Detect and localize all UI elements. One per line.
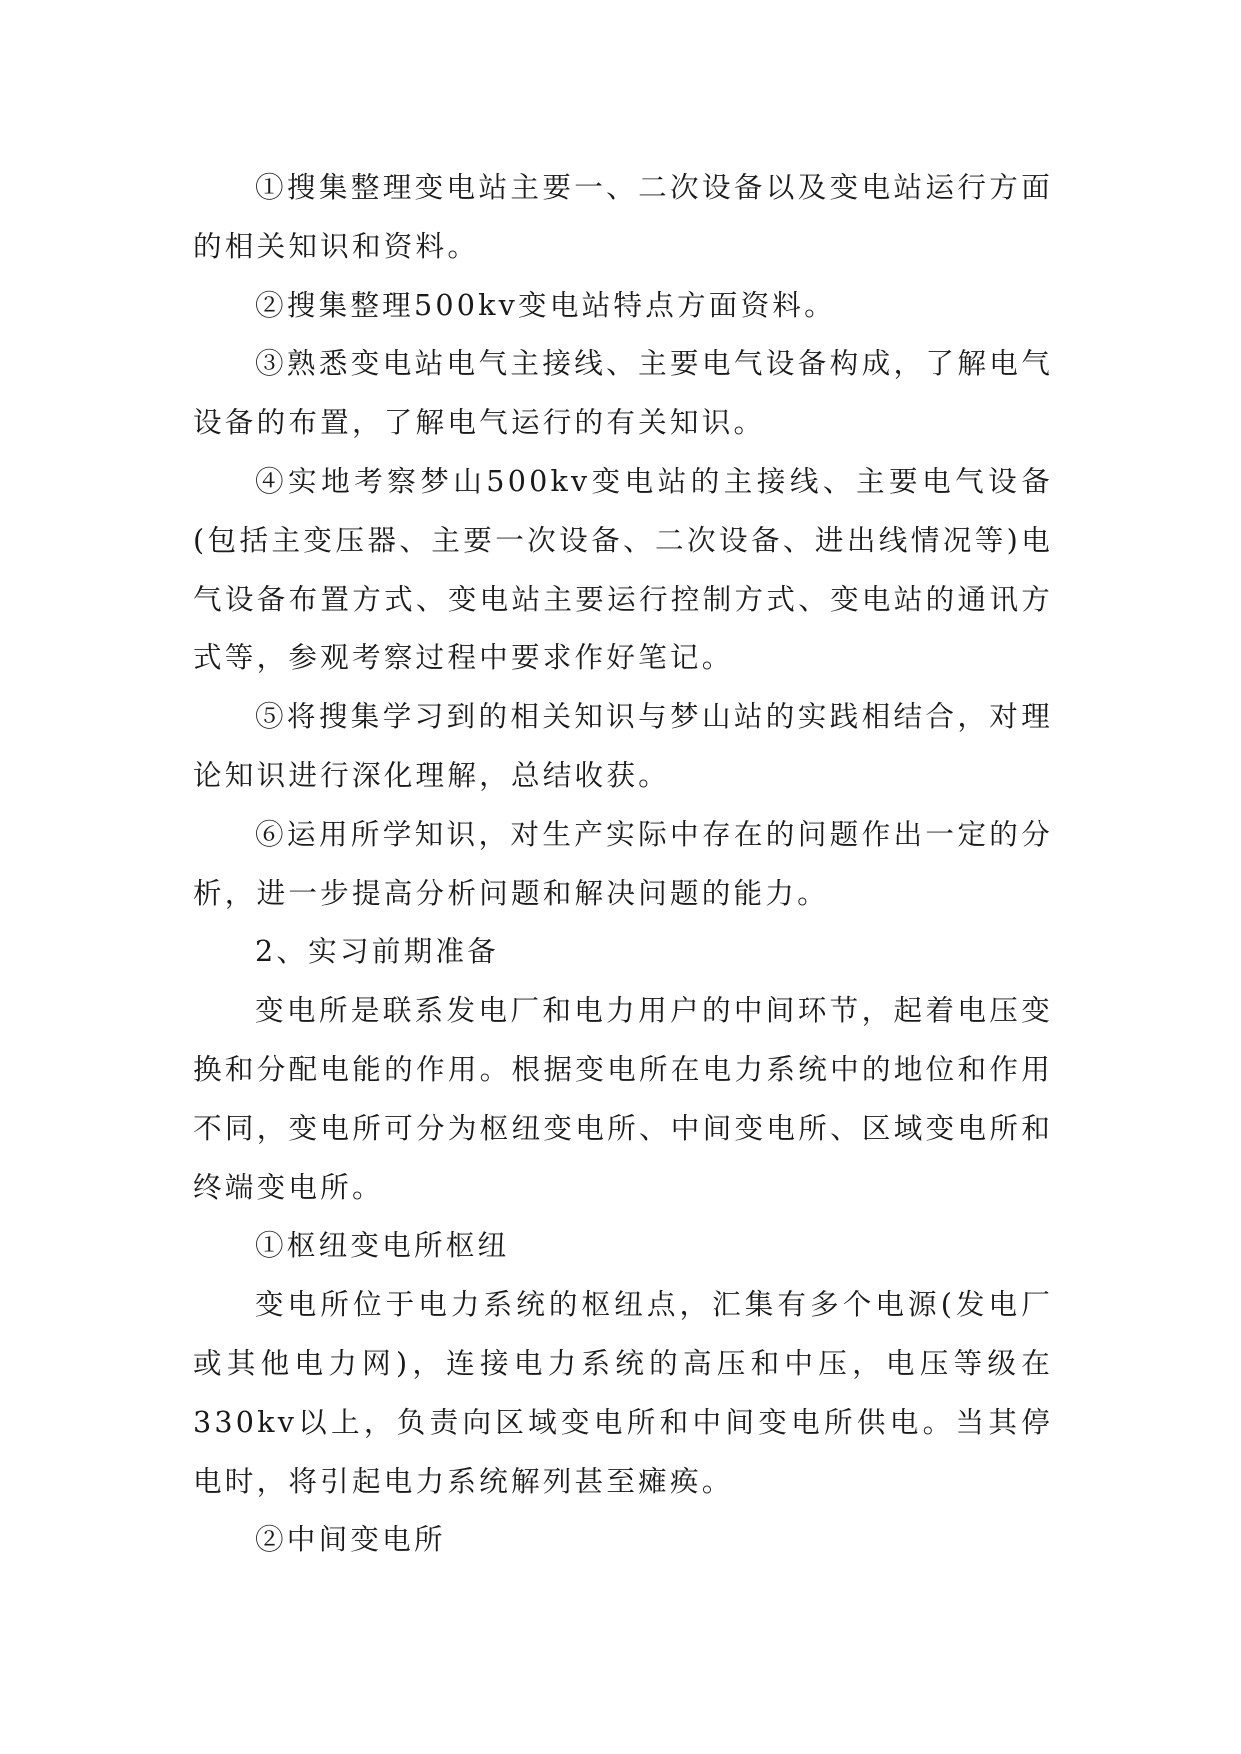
paragraph-site-inspection: ④实地考察梦山500kv变电站的主接线、主要电气设备(包括主变压器、主要一次设备、二次设备、进出线情况等)电气设备布置方式、变电站主要运行控制方式、变电站的通讯方式等，参观考察过程中要求作好笔记。: [193, 463, 1053, 675]
document-body: [193, 158, 1053, 1569]
paragraph-substation-overview: 变电所是联系发电厂和电力用户的中间环节，起着电压变换和分配电能的作用。根据变电所在电力系统中的地位和作用不同，变电所可分为枢纽变电所、中间变电所、区域变电所和终端变电所。: [193, 993, 1053, 1204]
subheading-intermediate-substation: ②中间变电所: [255, 1522, 446, 1557]
paragraph-collect-500kv-info: ②搜集整理500kv变电站特点方面资料。: [255, 287, 836, 322]
paragraph-hub-substation-details: 变电所位于电力系统的枢纽点，汇集有多个电源(发电厂或其他电力网)，连接电力系统的高压和中压，电压等级在330kv以上，负责向区域变电所和中间变电所供电。当其停电时，将引起电力系统解列甚至瘫痪。: [193, 1287, 1053, 1498]
paragraph-collect-equipment-info: ①搜集整理变电站主要一、二次设备以及变电站运行方面的相关知识和资料。: [193, 170, 1053, 263]
paragraph-familiarize-wiring: ③熟悉变电站电气主接线、主要电气设备构成，了解电气设备的布置，了解电气运行的有关知识。: [193, 346, 1053, 440]
section-heading-preparation: 2、实习前期准备: [255, 934, 499, 969]
subheading-hub-substation: ①枢纽变电所枢纽: [255, 1228, 510, 1263]
paragraph-combine-theory-practice: ⑤将搜集学习到的相关知识与梦山站的实践相结合，对理论知识进行深化理解，总结收获。: [193, 699, 1053, 792]
paragraph-apply-knowledge: ⑥运用所学知识，对生产实际中存在的问题作出一定的分析，进一步提高分析问题和解决问题的能力。: [193, 816, 1053, 910]
